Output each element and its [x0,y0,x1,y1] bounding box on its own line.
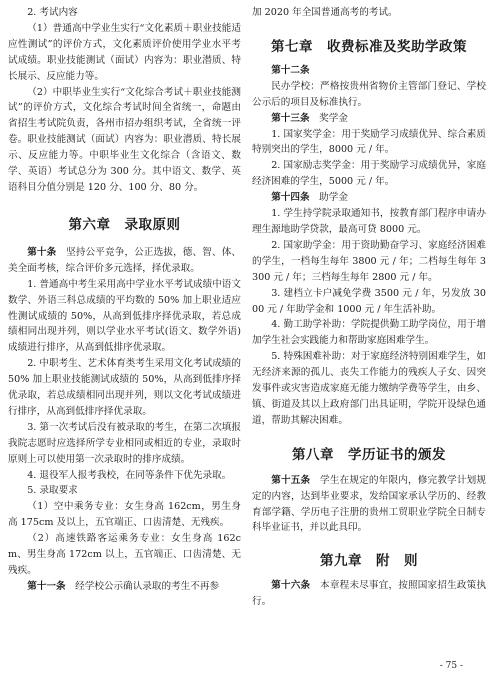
article-14-suffix: 助学金 [309,192,348,204]
rule-5b: （2）高速铁路客运乘务专业：女生身高 162cm、男生身高 172cm 以上，五官端正、口齿清楚、无残疾。 [8,533,241,576]
article-10-label: 第十条 [27,246,57,258]
exam-paragraph-2: （2）中职毕业生实行“文化综合考试＋职业技能测试”的评价方式，文化综合考试时间全省统一，命题由省招生考试院负责，各州市招办组织考试，全省统一评卷。职业技能测试（面试）内容为：职业潜质、特长展示、反应能力等。中职毕业生文化综合（含语文、数学、英语）考试总分为 300 分。其中语文、数学、英语科目分值分别是 120 分、100 分、80 分。 [8,86,241,193]
article-10-text: 坚持公平竞争，公正选拔，德、智、体、美全面考核，综合评价多元选择，择优录取。 [8,246,242,274]
grant-3: 3. 建档立卡户减免学费 3500 元 / 年，另发放 3000 元 / 年助学金和 1000 元 / 年生活补助。 [252,287,486,315]
rule-2: 2. 中职考生、艺术体育类考生采用文化考试成绩的 50% 加上职业技能测试成绩的 50%，从高到低排序择优录取，若总成绩相同出现并列，则以文化考试成绩进行排序，从高到低排序择优录取。 [8,358,245,417]
article-16-label: 第十六条 [271,580,311,592]
rule-3: 3. 第一次考试后没有被录取的考生，在第二次填报我院志愿时应选择所学专业相同或相近的专业，录取时原则上可以使用第一次录取时的排序成绩。 [8,421,241,465]
grant-5: 5. 特殊困难补助：对于家庭经济特别困难学生，如无经济来源的孤儿、丧失工作能力的残疾人子女、因突发事件或灾害造成家庭无能力缴纳学费等学生，由乡、镇、街道及其以上政府部门出具证明，学院开设绿色通道，帮助其解决困难。 [252,351,486,426]
scholarship-2: 2. 国家励志奖学金：用于奖励学习成绩优异，家庭经济困难的学生，5000 元 / 年。 [252,160,486,188]
grant-2: 2. 国家助学金：用于资助勤奋学习、家庭经济困难的学生，一档每生每年 3800 元 / 年；二档每生每年 3300 元 / 年；三档每生每年 2800 元 / 年。 [252,239,486,283]
scholarship-1: 1. 国家奖学金：用于奖励学习成绩优异、综合素质特别突出的学生，8000 元 / 年。 [252,128,486,156]
chapter-8-title: 第八章 学历证书的颁发 [292,446,446,463]
grant-4: 4. 勤工助学补助：学院提供勤工助学岗位，用于增加学生社会实践能力和帮助家庭困难学生。 [252,319,486,347]
right-column [252,5,486,610]
article-13-suffix: 奖学金 [309,112,348,124]
article-14 [252,190,486,206]
left-column [8,5,245,595]
chapter-6-title: 第六章 录取原则 [68,216,181,233]
rule-4: 4. 退役军人报考我校，在同等条件下优先录取。 [27,469,232,481]
chapter-9-title: 第九章 附 则 [320,553,418,570]
rule-5a: （1）空中乘务专业：女生身高 162cm，男生身高 175cm 及以上，五官端正、口齿清楚、无残疾。 [8,501,241,529]
article-13 [252,111,486,127]
article-16 [252,578,486,610]
article-15-label: 第十五条 [271,474,311,486]
page-number: - 75 - [439,661,463,671]
continued-text: 加 2020 年全国普通高考的考试。 [252,7,398,18]
exam-content-heading: 2. 考试内容 [27,7,78,18]
article-11-label: 第十一条 [27,580,66,592]
rule-1: 1. 普通高中考生采用高中学业水平考试成绩中语文数学、外语三科总成绩的平均数的 50% 加上职业适应性测试成绩的 50%，从高到低排序择优录取，若总成绩相同出现并列，则以学业水平考试(语文、数学外语)成绩进行排序，从高到低排序优录取。 [8,278,241,354]
exam-paragraph-1: （1）普通高中学业生实行“文化素质＋职业技能适应性测试”的评价方式，文化素质评价使用学业水平考试成绩。职业技能测试（面试）内容为：职业潜质、特长展示、反应能力等。 [8,22,241,82]
article-11-text: 经学校公示确认录取的考生不再参 [65,580,220,592]
grant-1: 1. 学生持学院录取通知书，按教育部门程序申请办理生源地助学贷款，最高可贷 8000 元。 [252,208,486,235]
article-12-text: 民办学校：严格按贵州省物价主管部门登记、学校公示后的项目及标准执行。 [252,80,486,108]
article-11 [8,579,241,595]
article-16-text: 本章程未尽事宜，按照国家招生政策执行。 [252,580,487,608]
article-13-label: 第十三条 [271,112,310,124]
article-12-label: 第十二条 [271,64,310,76]
chapter-7-title: 第七章 收费标准及奖助学政策 [271,38,467,55]
article-14-label: 第十四条 [271,192,310,204]
article-15-text: 学生在规定的年限内，修完教学计划规定的内容，达到毕业要求，发给国家承认学历的、经教育部学籍、学历电子注册的贵州工贸职业学院全日制专科毕业证书，并以此具印。 [252,474,487,534]
article-15 [252,473,486,537]
article-10 [8,245,241,277]
rule-5: 5. 录取要求 [27,485,78,497]
